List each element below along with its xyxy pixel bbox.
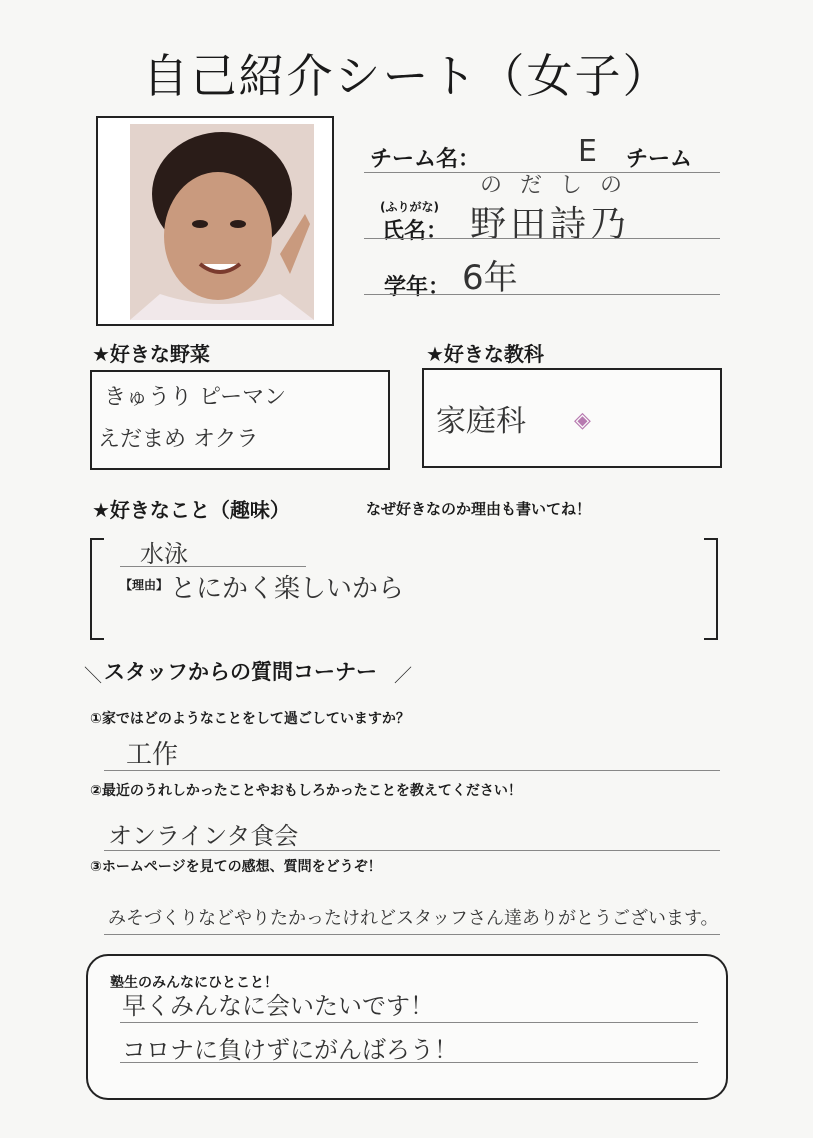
message-box (86, 954, 728, 1100)
photo-image (130, 124, 314, 320)
message-line1: 早くみんなに会いたいです！ (122, 992, 434, 1020)
corner-slash-right: ／ (394, 666, 412, 687)
subject-box (422, 368, 722, 468)
grade-line (364, 294, 720, 295)
answer-3: みそづくりなどやりたかったけれどスタッフさん達ありがとうございます。 (108, 908, 719, 929)
answer-2-line (104, 850, 720, 851)
vegetables-line2: えだまめ オクラ (98, 427, 259, 452)
hobby-bracket-right (704, 538, 718, 640)
answer-3-line (104, 934, 720, 935)
page-title: 自己紹介シート（女子） (142, 49, 671, 103)
hobby-line (120, 566, 306, 567)
question-2: ②最近のうれしかったことやおもしろかったことを教えてください！ (90, 783, 522, 799)
pincushion-icon: ◈ (574, 408, 591, 433)
reason-value: とにかく楽しいから (170, 574, 405, 604)
team-label: チーム名： (370, 147, 481, 172)
answer-1-line (104, 770, 720, 771)
name-value: 野田詩乃 (470, 204, 631, 245)
subject-value: 家庭科 (436, 404, 526, 439)
vegetables-heading: ★好きな野菜 (92, 342, 210, 366)
vegetables-line1: きゅうり ピーマン (104, 385, 287, 410)
answer-2: オンラインタ食会 (108, 822, 299, 850)
name-label: 氏名： (382, 219, 449, 244)
message-line2: コロナに負けずにがんばろう！ (122, 1036, 458, 1064)
subject-heading: ★好きな教科 (426, 342, 544, 366)
message-line2-rule (120, 1062, 698, 1063)
vegetables-box (90, 370, 390, 470)
message-line1-rule (120, 1022, 698, 1023)
hobby-value: 水泳 (140, 540, 188, 568)
team-suffix: チーム (626, 147, 693, 172)
furigana-label: (ふりがな) (380, 200, 439, 214)
reason-label: 【理由】 (120, 578, 169, 592)
name-line (364, 238, 720, 239)
hobby-bracket-left (90, 538, 104, 640)
grade-value: 6年 (462, 258, 518, 298)
message-heading: 塾生のみんなにひとこと！ (110, 975, 278, 991)
team-value: E (578, 134, 597, 169)
answer-1: 工作 (126, 740, 179, 770)
staff-corner-heading: スタッフからの質問コーナー (104, 660, 377, 684)
grade-label: 学年： (384, 275, 451, 300)
hobby-note: なぜ好きなのか理由も書いてね！ (366, 500, 592, 518)
corner-slash-left: ＼ (84, 666, 102, 687)
profile-photo (96, 116, 334, 326)
question-3: ③ホームページを見ての感想、質問をどうぞ！ (90, 859, 382, 875)
question-1: ①家ではどのようなことをして過ごしていますか？ (90, 711, 410, 727)
hobby-heading: ★好きなこと（趣味） (92, 498, 290, 522)
name-reading: のだしの (480, 173, 641, 198)
